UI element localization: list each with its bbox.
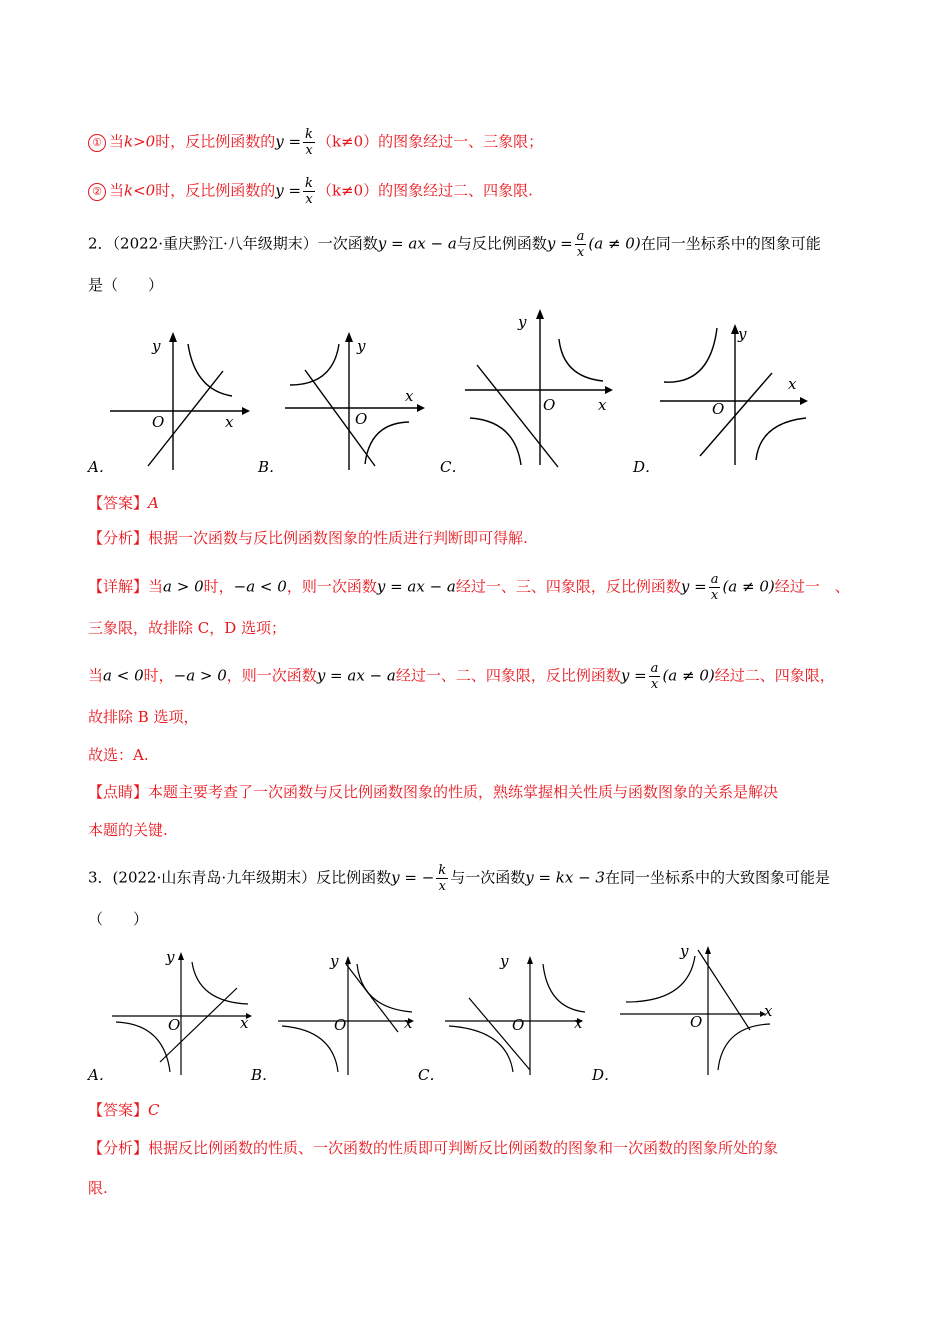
axis-label-y: y — [680, 942, 689, 960]
fraction: $\frac{a}{x}$ — [650, 661, 659, 692]
q2-option-d: D． — [633, 458, 661, 476]
q3-graph-d — [620, 940, 780, 1075]
q2-graph-d — [660, 320, 810, 470]
circled-number: ② — [88, 183, 106, 201]
axis-label-x: x — [788, 375, 797, 393]
axis-label-x: x — [598, 396, 607, 414]
q3-analysis-line2: 限. — [88, 1179, 108, 1197]
q3-stem: 3．(2022·山东青岛·九年级期末）反比例函数y = − $\frac{k}{x}$ 与一次函数y = kx − 3在同一坐标系中的大致图象可能是 — [88, 863, 830, 894]
origin-label: O — [543, 396, 556, 414]
origin-label: O — [355, 410, 368, 428]
q2-graph-c — [465, 305, 615, 470]
q3-option-a: A． — [88, 1066, 114, 1084]
origin-label: O — [168, 1016, 181, 1034]
q3-option-b: B． — [251, 1066, 278, 1084]
fraction: $\frac{k}{x}$ — [305, 176, 313, 207]
q2-option-b: B． — [258, 458, 285, 476]
origin-label: O — [152, 413, 165, 431]
q3-stem-line2: （ ） — [88, 910, 149, 928]
rule-2: ② 当k<0时，反比例函数的y = $\frac{k}{x}$ （k≠0）的图象经过二、四象限. — [88, 176, 533, 207]
q3-graph-a — [112, 950, 262, 1075]
circled-number: ① — [88, 134, 106, 152]
rule-1: ① 当k>0时，反比例函数的y = $\frac{k}{x}$ （k≠0）的图象经过一、三象限； — [88, 127, 543, 158]
axis-label-x: x — [240, 1014, 249, 1032]
origin-label: O — [712, 400, 725, 418]
axis-label-y: y — [152, 337, 161, 355]
fraction: $\frac{a}{x}$ — [576, 229, 585, 260]
axis-label-x: x — [225, 413, 234, 431]
q2-detail-line1: 【详解】当a > 0时，−a < 0，则一次函数y = ax − a经过一、三、四象限，反比例函数y = $\frac{a}{x}$ (a ≠ 0)经过一 、 — [88, 572, 850, 603]
q2-stem: 2．（2022·重庆黔江·八年级期末）一次函数y = ax − a与反比例函数y = $\frac{a}{x}$ (a ≠ 0)在同一坐标系中的图象可能 — [88, 229, 821, 260]
q2-option-c: C． — [440, 458, 467, 476]
axis-label-y: y — [330, 952, 339, 970]
axis-label-x: x — [764, 1002, 773, 1020]
axis-label-x: x — [405, 387, 414, 405]
q2-detail-line2: 三象限，故排除 C，D 选项； — [88, 619, 287, 637]
fraction: $\frac{a}{x}$ — [710, 572, 719, 603]
axis-label-y: y — [518, 313, 527, 331]
fraction: $\frac{k}{x}$ — [438, 863, 447, 894]
q2-option-a: A． — [88, 458, 114, 476]
axis-label-x: x — [574, 1014, 583, 1032]
q2-graph-a — [110, 330, 250, 470]
axis-label-y: y — [166, 948, 175, 966]
q3-graph-c — [445, 950, 595, 1075]
q2-detail-line3: 当a < 0时，−a > 0，则一次函数y = ax − a经过一、二、四象限，反比例函数y = $\frac{a}{x}$ (a ≠ 0)经过二、四象限， — [88, 661, 835, 692]
q3-answer: 【答案】C — [88, 1101, 160, 1119]
q2-answer: 【答案】A — [88, 494, 159, 512]
q3-option-c: C． — [418, 1066, 445, 1084]
axis-label-y: y — [357, 337, 366, 355]
origin-label: O — [334, 1016, 347, 1034]
q2-analysis: 【分析】根据一次函数与反比例函数图象的性质进行判断即可得解. — [88, 529, 528, 547]
origin-label: O — [690, 1013, 703, 1031]
q3-option-d: D． — [592, 1066, 620, 1084]
origin-label: O — [512, 1016, 525, 1034]
axis-label-y: y — [738, 325, 747, 343]
q2-comment-line1: 【点睛】本题主要考查了一次函数与反比例函数图象的性质，熟练掌握相关性质与函数图象的关系是解决 — [88, 783, 779, 801]
axis-label-x: x — [404, 1014, 413, 1032]
q3-graph-b — [278, 950, 428, 1075]
axis-label-y: y — [500, 952, 509, 970]
q2-comment-line2: 本题的关键. — [88, 821, 168, 839]
q2-detail-line4: 故排除 B 选项， — [88, 708, 199, 726]
q3-analysis-line1: 【分析】根据反比例函数的性质、一次函数的性质即可判断反比例函数的图象和一次函数的图象所处的象 — [88, 1139, 779, 1157]
q2-stem-line2: 是（ ） — [88, 276, 164, 294]
q2-graph-b — [285, 330, 425, 470]
q2-detail-line5: 故选：A. — [88, 746, 149, 764]
fraction: $\frac{k}{x}$ — [305, 127, 313, 158]
